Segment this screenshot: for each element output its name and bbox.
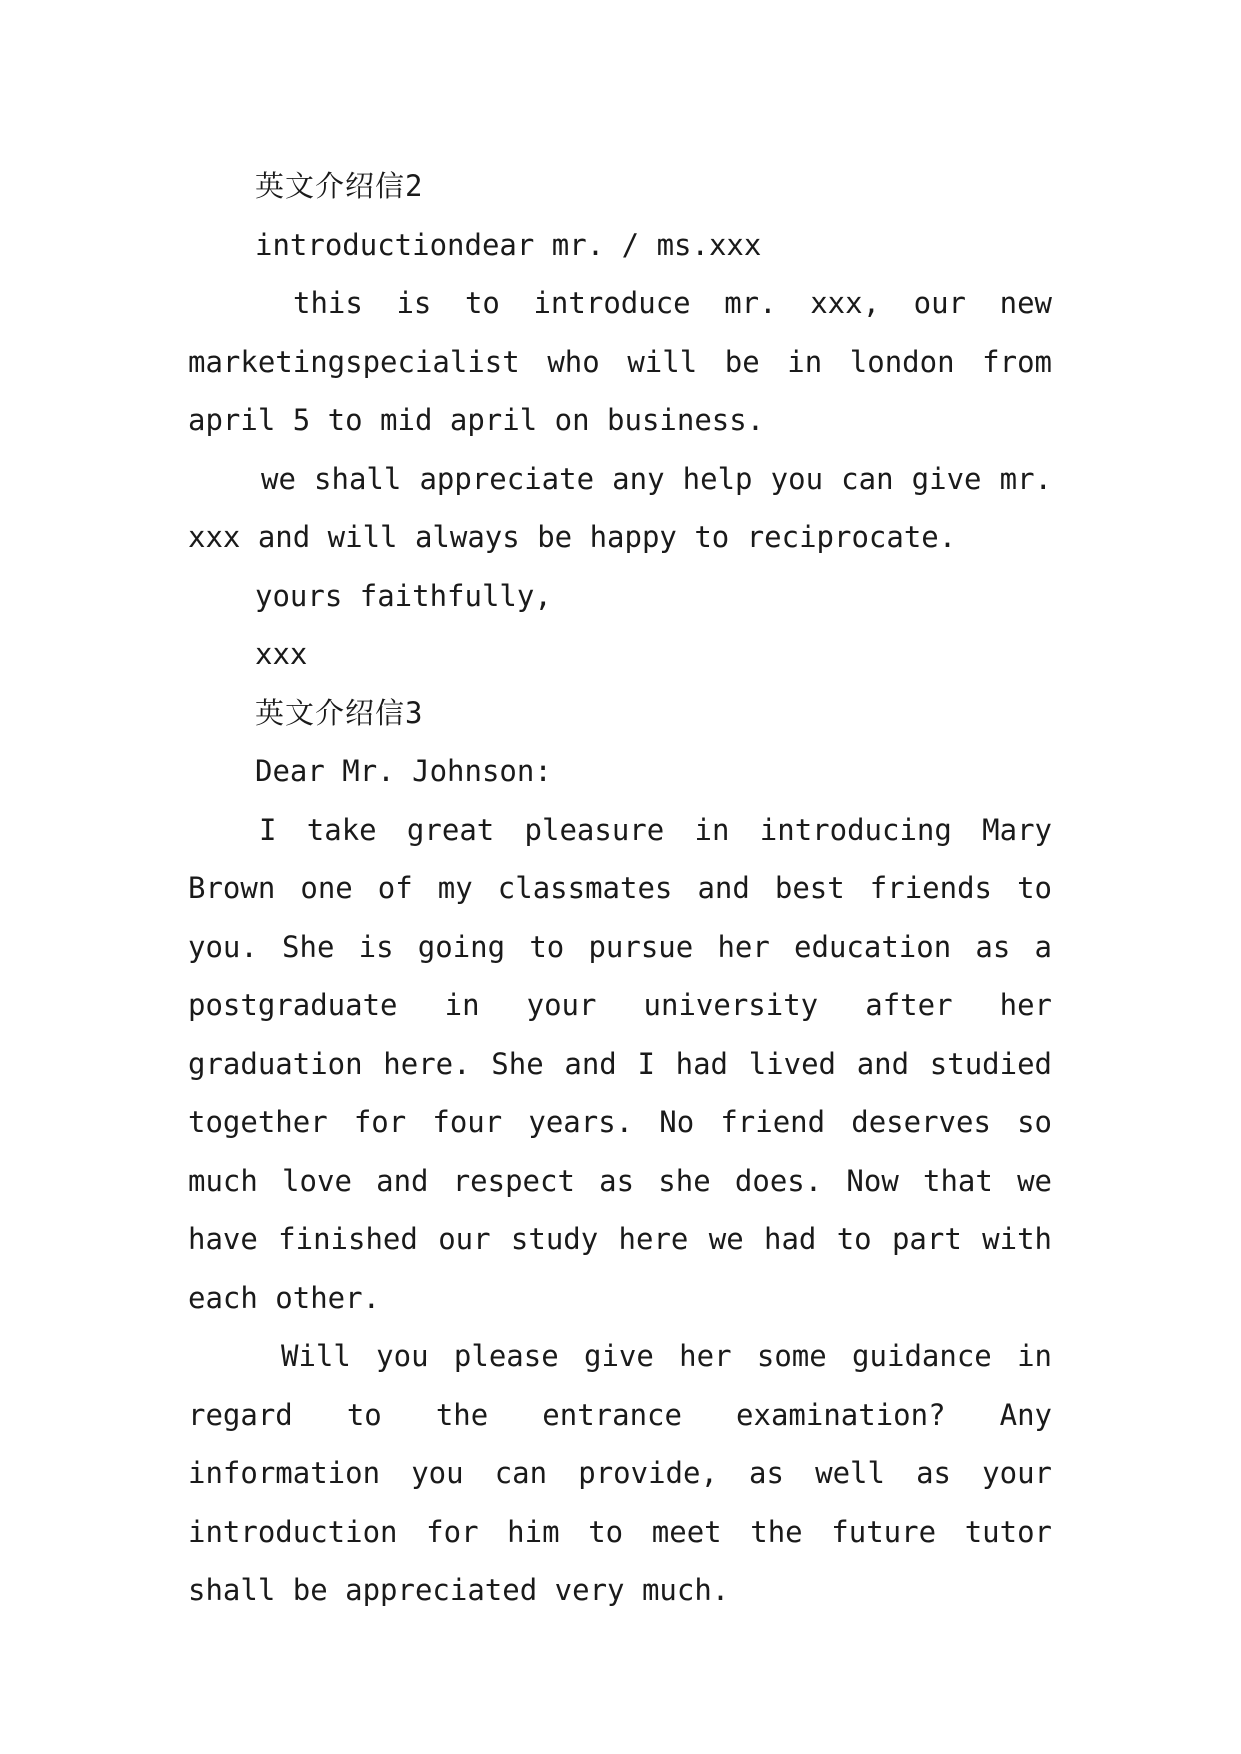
- letter2-greeting: introductiondear mr. / ms.xxx: [255, 227, 762, 262]
- letter3-paragraph-1: [188, 801, 1052, 1328]
- letter3-paragraph-2-text: Will you please give her some guidance in regard to the entrance examination? Any information you can provide, as well as your introduction for him to meet the future tutor shall be appreciated very much.: [188, 1339, 1052, 1607]
- letter2-paragraph-2: [188, 450, 1052, 567]
- letter2-signature: xxx: [255, 637, 308, 671]
- letter3-paragraph-2: [188, 1327, 1052, 1620]
- letter2-paragraph-1-text: this is to introduce mr. xxx, our new marketingspecialist who will be in london from april 5 to mid april on business.: [188, 286, 1052, 437]
- section-heading-2: 英文介绍信2: [255, 169, 424, 203]
- document-body: [188, 157, 1052, 1620]
- letter3-greeting: Dear Mr. Johnson:: [255, 754, 552, 788]
- section-heading-3: 英文介绍信3: [255, 695, 424, 730]
- letter2-closing: yours faithfully,: [255, 578, 552, 613]
- letter2-paragraph-1: [188, 274, 1052, 450]
- letter3-paragraph-1-text: I take great pleasure in introducing Mary Brown one of my classmates and best friends to you. She is going to pursue her education as a postgraduate in your university after her graduation here. She and I had lived and studied together for four years. No friend deserves so much love and respect as she does. Now that we have finished our study here we had to part with each other.: [188, 812, 1052, 1315]
- letter2-paragraph-2-text: we shall appreciate any help you can give mr. xxx and will always be happy to reciprocate.: [188, 461, 1052, 554]
